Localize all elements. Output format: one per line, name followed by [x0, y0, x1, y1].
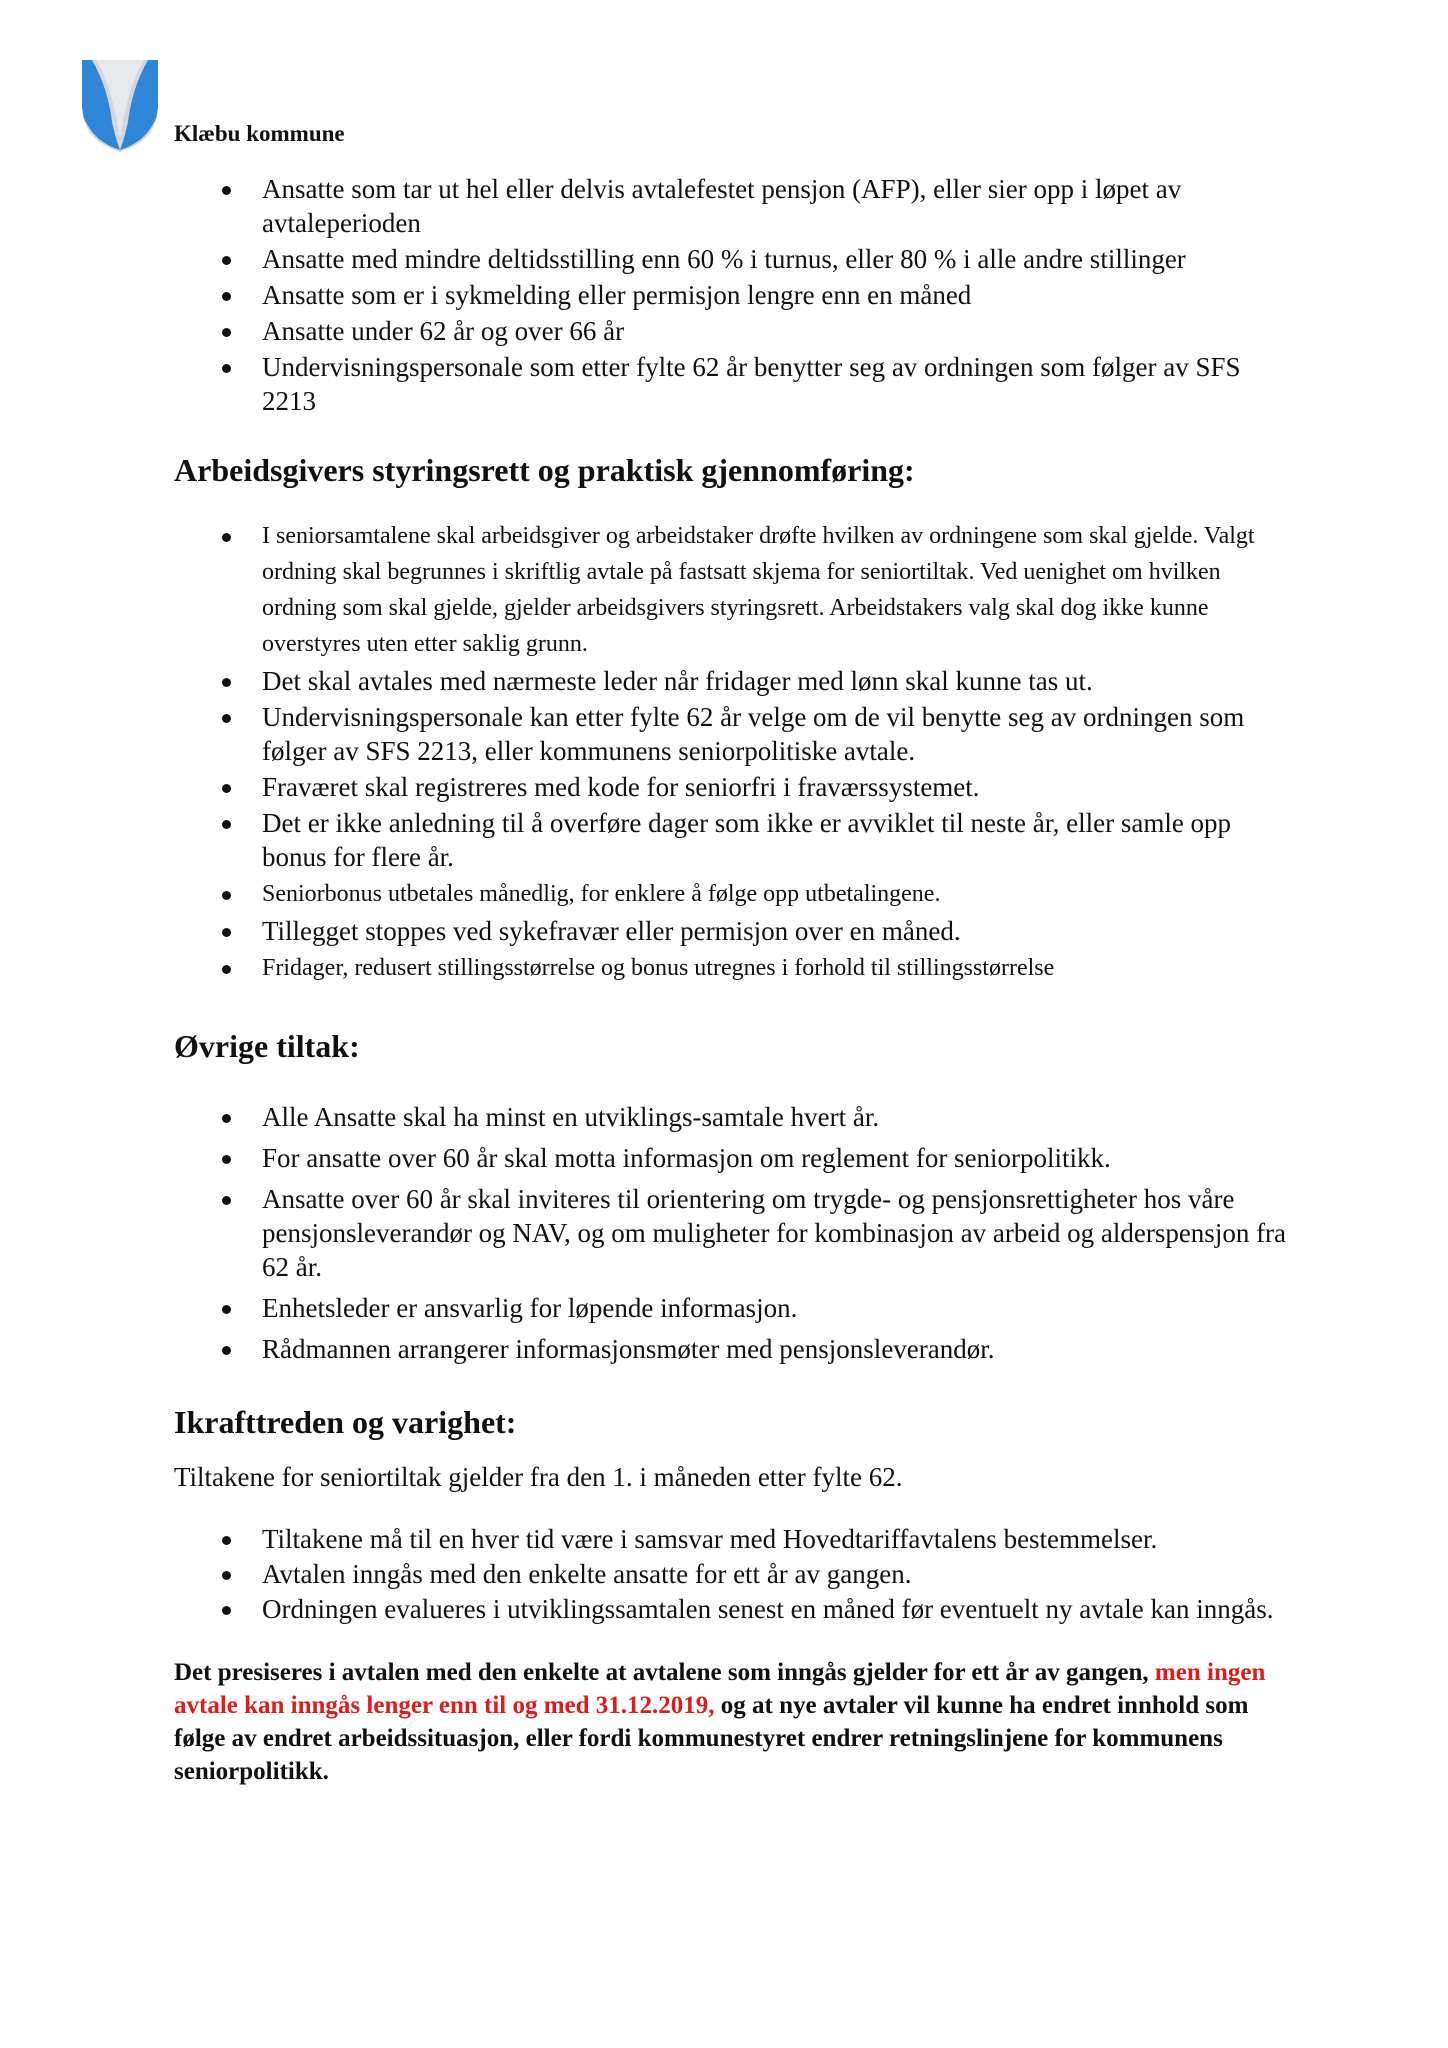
list-item: Ansatte under 62 år og over 66 år	[174, 314, 1294, 348]
list-item: Fraværet skal registreres med kode for seniorfri i fraværssystemet.	[174, 770, 1294, 804]
final-note-highlight: men ingen avtale kan inngås lenger enn til og med 31.12.2019,	[174, 1659, 1266, 1719]
other-measures-list	[174, 1100, 1294, 1366]
list-item: Tillegget stoppes ved sykefravær eller permisjon over en måned.	[174, 914, 1294, 948]
list-item: Undervisningspersonale kan etter fylte 62 år velge om de vil benytte seg av ordningen som følger av SFS 2213, eller kommunens seniorpolitiske avtale.	[174, 700, 1294, 768]
list-item: Ansatte som tar ut hel eller delvis avtalefestet pensjon (AFP), eller sier opp i løpet av avtaleperioden	[174, 172, 1294, 240]
list-item: Seniorbonus utbetales månedlig, for enklere å følge opp utbetalingene.	[174, 876, 1294, 912]
list-item: Alle Ansatte skal ha minst en utviklings-samtale hvert år.	[174, 1100, 1294, 1134]
list-item: I seniorsamtalene skal arbeidsgiver og arbeidstaker drøfte hvilken av ordningene som skal gjelde. Valgt ordning skal begrunnes i skriftlig avtale på fastsatt skjema for seniortiltak. Ved uenighet om hvilken ordning som skal gjelde, gjelder arbeidsgivers styringsrett. Arbeidstakers valg skal dog ikke kunne overstyres uten etter saklig grunn.	[174, 518, 1294, 662]
final-note	[174, 1656, 1294, 1788]
coat-of-arms-icon	[82, 60, 158, 152]
list-item: Undervisningspersonale som etter fylte 62 år benytter seg av ordningen som følger av SFS 2213	[174, 350, 1294, 418]
list-item: Avtalen inngås med den enkelte ansatte for ett år av gangen.	[174, 1557, 1294, 1591]
list-item: Ansatte med mindre deltidsstilling enn 60 % i turnus, eller 80 % i alle andre stillinger	[174, 242, 1294, 276]
list-item: Rådmannen arrangerer informasjonsmøter med pensjonsleverandør.	[174, 1332, 1294, 1366]
effective-date-list	[174, 1522, 1294, 1626]
list-item: Det er ikke anledning til å overføre dager som ikke er avviklet til neste år, eller samle opp bonus for flere år.	[174, 806, 1294, 874]
list-item: Ansatte over 60 år skal inviteres til orientering om trygde- og pensjonsrettigheter hos våre pensjonsleverandør og NAV, og om muligheter for kombinasjon av arbeid og alderspensjon fra 62 år.	[174, 1182, 1294, 1284]
employer-rights-list	[174, 518, 1294, 986]
section-heading-employer-rights: Arbeidsgivers styringsrett og praktisk gjennomføring:	[174, 452, 915, 488]
list-item: Fridager, redusert stillingsstørrelse og bonus utregnes i forhold til stillingsstørrelse	[174, 950, 1294, 986]
list-item: Det skal avtales med nærmeste leder når fridager med lønn skal kunne tas ut.	[174, 664, 1294, 698]
section-heading-other-measures: Øvrige tiltak:	[174, 1028, 360, 1064]
effective-date-intro: Tiltakene for seniortiltak gjelder fra den 1. i måneden etter fylte 62.	[174, 1462, 903, 1492]
section-heading-effective-date: Ikrafttreden og varighet:	[174, 1404, 517, 1440]
list-item: Ordningen evalueres i utviklingssamtalen senest en måned før eventuelt ny avtale kan inngås.	[174, 1592, 1294, 1626]
final-note-part1: Det presiseres i avtalen med den enkelte at avtalene som inngås gjelder for ett år av gangen,	[174, 1659, 1149, 1686]
exclusion-list	[174, 172, 1294, 418]
list-item: Ansatte som er i sykmelding eller permisjon lengre enn en måned	[174, 278, 1294, 312]
list-item: For ansatte over 60 år skal motta informasjon om reglement for seniorpolitikk.	[174, 1141, 1294, 1175]
list-item: Tiltakene må til en hver tid være i samsvar med Hovedtariffavtalens bestemmelser.	[174, 1522, 1294, 1556]
document-content	[174, 172, 1294, 1813]
final-note-part3: og at nye avtaler vil kunne ha endret innhold som følge av endret arbeidssituasjon, eller fordi kommunestyret endrer retningslinjene for kommunens seniorpolitikk.	[174, 1692, 1249, 1785]
organization-name: Klæbu kommune	[174, 121, 345, 146]
list-item: Enhetsleder er ansvarlig for løpende informasjon.	[174, 1291, 1294, 1325]
